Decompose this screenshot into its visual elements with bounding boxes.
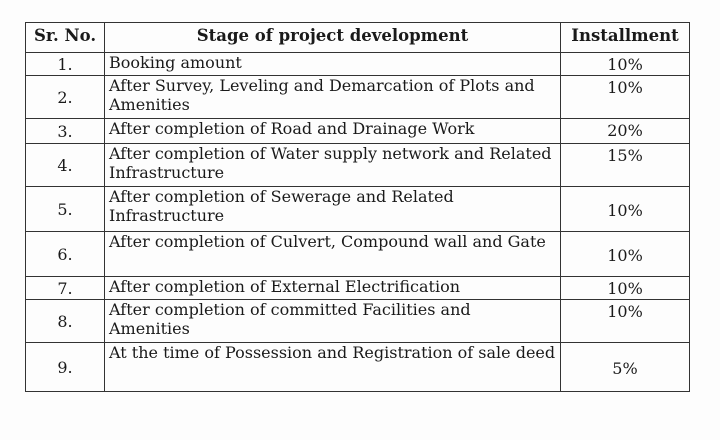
stage-cell: After completion of Road and Drainage Work xyxy=(105,119,561,144)
installment-cell: 10% xyxy=(561,76,690,119)
sr-no-cell: 3. xyxy=(26,119,105,144)
sr-no-cell: 4. xyxy=(26,144,105,187)
sr-no-cell: 5. xyxy=(26,187,105,232)
installment-cell: 10% xyxy=(561,187,690,232)
stage-cell: After completion of Culvert, Compound wall and Gate xyxy=(105,232,561,277)
sr-no-cell: 7. xyxy=(26,277,105,300)
stage-cell: After completion of Sewerage and Related Infrastructure xyxy=(105,187,561,232)
stage-cell: After completion of External Electrification xyxy=(105,277,561,300)
sr-no-cell: 9. xyxy=(26,343,105,392)
stage-cell: After completion of Water supply network and Related Infrastructure xyxy=(105,144,561,187)
table-row xyxy=(26,144,690,187)
table-body xyxy=(26,53,690,392)
stage-cell: After completion of committed Facilities and Amenities xyxy=(105,300,561,343)
table-row xyxy=(26,300,690,343)
payment-schedule-table xyxy=(25,22,690,392)
table-row xyxy=(26,76,690,119)
installment-cell: 10% xyxy=(561,53,690,76)
table-header xyxy=(26,23,690,53)
installment-cell: 15% xyxy=(561,144,690,187)
table-row xyxy=(26,277,690,300)
installment-cell: 10% xyxy=(561,300,690,343)
stage-cell: At the time of Possession and Registration of sale deed xyxy=(105,343,561,392)
stage-cell: Booking amount xyxy=(105,53,561,76)
header-stage: Stage of project development xyxy=(105,23,561,53)
installment-cell: 5% xyxy=(561,343,690,392)
sr-no-cell: 8. xyxy=(26,300,105,343)
sr-no-cell: 1. xyxy=(26,53,105,76)
table-row xyxy=(26,119,690,144)
table-row xyxy=(26,53,690,76)
table-row xyxy=(26,187,690,232)
sr-no-cell: 2. xyxy=(26,76,105,119)
sr-no-cell: 6. xyxy=(26,232,105,277)
installment-cell: 10% xyxy=(561,232,690,277)
installment-cell: 20% xyxy=(561,119,690,144)
header-row xyxy=(26,23,690,53)
table-row xyxy=(26,343,690,392)
header-installment: Installment xyxy=(561,23,690,53)
header-sr-no: Sr. No. xyxy=(26,23,105,53)
installment-cell: 10% xyxy=(561,277,690,300)
table-row xyxy=(26,232,690,277)
stage-cell: After Survey, Leveling and Demarcation of Plots and Amenities xyxy=(105,76,561,119)
